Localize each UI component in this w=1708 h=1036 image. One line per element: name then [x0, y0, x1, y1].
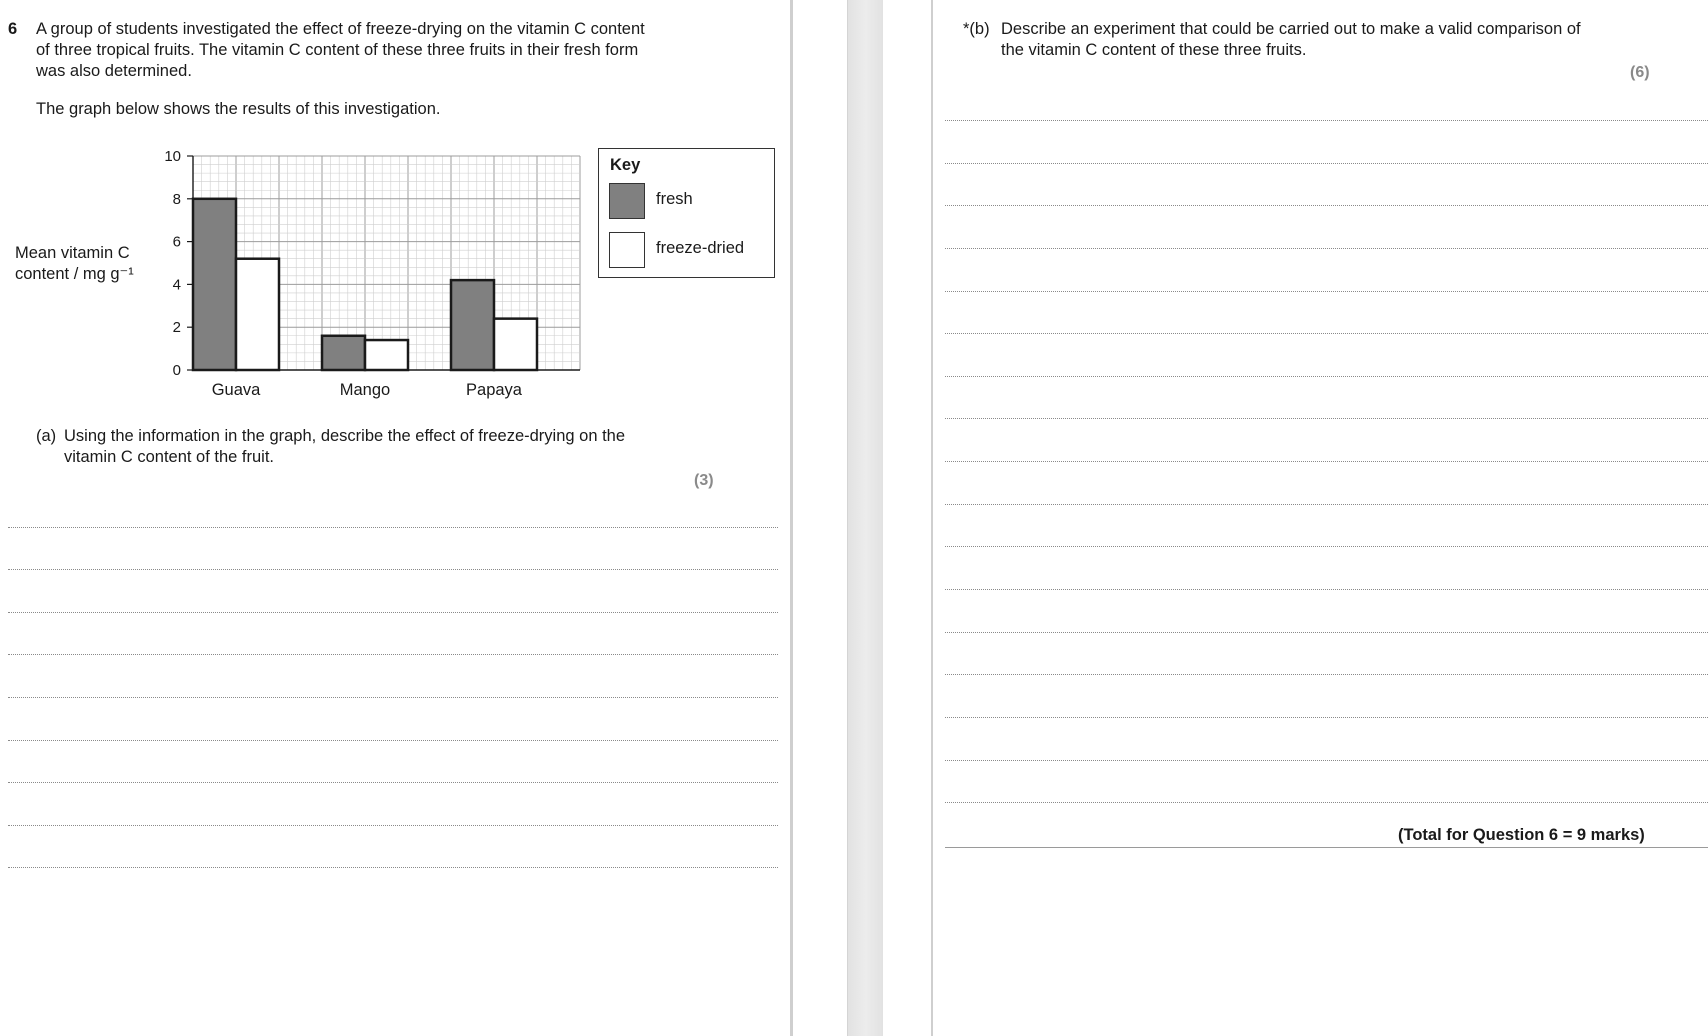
- part-b-label: *(b): [963, 20, 990, 38]
- answer-line: [8, 867, 778, 868]
- intro-line-3: was also determined.: [36, 62, 192, 80]
- y-axis-label-line-1: Mean vitamin C: [15, 244, 130, 262]
- bar-fresh-papaya: [451, 280, 494, 370]
- answer-line: [945, 589, 1708, 590]
- key-swatch-fresh: [609, 183, 645, 219]
- answer-line: [8, 825, 778, 826]
- bar-freeze-dried-guava: [236, 259, 279, 370]
- part-b-line-2: the vitamin C content of these three fruits.: [1001, 41, 1307, 59]
- answer-line: [945, 546, 1708, 547]
- answer-line: [8, 697, 778, 698]
- page-gap: [883, 0, 931, 1036]
- page-gutter-bar: [847, 0, 884, 1036]
- part-b-marks: (6): [1630, 64, 1650, 81]
- part-a-label: (a): [36, 427, 57, 445]
- answer-line: [945, 291, 1708, 292]
- part-a-line-1: Using the information in the graph, describe the effect of freeze-drying on the: [64, 427, 626, 445]
- answer-line: [945, 205, 1708, 206]
- part-a-line-2: vitamin C content of the fruit.: [64, 448, 275, 466]
- bar-chart: [0, 140, 600, 410]
- page-gap: [793, 0, 847, 1036]
- answer-line: [8, 782, 778, 783]
- x-tick-label: Guava: [211, 381, 261, 399]
- answer-line: [945, 120, 1708, 121]
- answer-line: [945, 163, 1708, 164]
- bar-fresh-guava: [193, 199, 236, 370]
- bar-freeze-dried-papaya: [494, 319, 537, 370]
- answer-line: [945, 418, 1708, 419]
- key-swatch-freeze-dried: [609, 232, 645, 268]
- right-page: [933, 0, 1708, 1036]
- answer-line: [945, 632, 1708, 633]
- y-tick-label: 10: [164, 148, 181, 165]
- x-tick-label: Papaya: [466, 381, 522, 399]
- bar-fresh-mango: [322, 336, 365, 370]
- answer-line: [945, 760, 1708, 761]
- key-label-freeze-dried: freeze-dried: [656, 239, 745, 257]
- answer-line: [945, 504, 1708, 505]
- part-a-marks: (3): [694, 472, 714, 489]
- answer-line: [945, 461, 1708, 462]
- total-rule: [945, 847, 1708, 848]
- intro-line-2: of three tropical fruits. The vitamin C content of these three fruits in their fresh form: [36, 41, 639, 59]
- x-tick-label: Mango: [339, 381, 391, 399]
- y-axis-label-line-2: content / mg g⁻¹: [15, 265, 134, 283]
- part-b-line-1: Describe an experiment that could be carried out to make a valid comparison of: [1001, 20, 1581, 38]
- answer-line: [945, 674, 1708, 675]
- intro-line-1: A group of students investigated the effect of freeze-drying on the vitamin C content: [36, 20, 645, 38]
- key-title: Key: [610, 156, 641, 174]
- y-tick-label: 2: [172, 319, 181, 337]
- y-tick-label: 6: [172, 233, 181, 251]
- answer-line: [945, 376, 1708, 377]
- answer-line: [8, 740, 778, 741]
- answer-line: [945, 333, 1708, 334]
- answer-line: [945, 717, 1708, 718]
- y-tick-label: 0: [172, 362, 181, 379]
- answer-line: [8, 569, 778, 570]
- y-tick-label: 8: [172, 190, 181, 208]
- answer-line: [8, 612, 778, 613]
- chart-key: [598, 148, 775, 278]
- answer-line: [8, 527, 778, 528]
- bar-freeze-dried-mango: [365, 340, 408, 370]
- question-number: 6: [8, 20, 18, 38]
- y-tick-label: 4: [172, 276, 181, 294]
- key-label-fresh: fresh: [656, 190, 693, 208]
- graph-intro: The graph below shows the results of this investigation.: [36, 100, 441, 118]
- left-page: [0, 0, 790, 1036]
- answer-line: [945, 248, 1708, 249]
- answer-line: [8, 654, 778, 655]
- answer-line: [945, 802, 1708, 803]
- question-total: (Total for Question 6 = 9 marks): [1398, 826, 1645, 844]
